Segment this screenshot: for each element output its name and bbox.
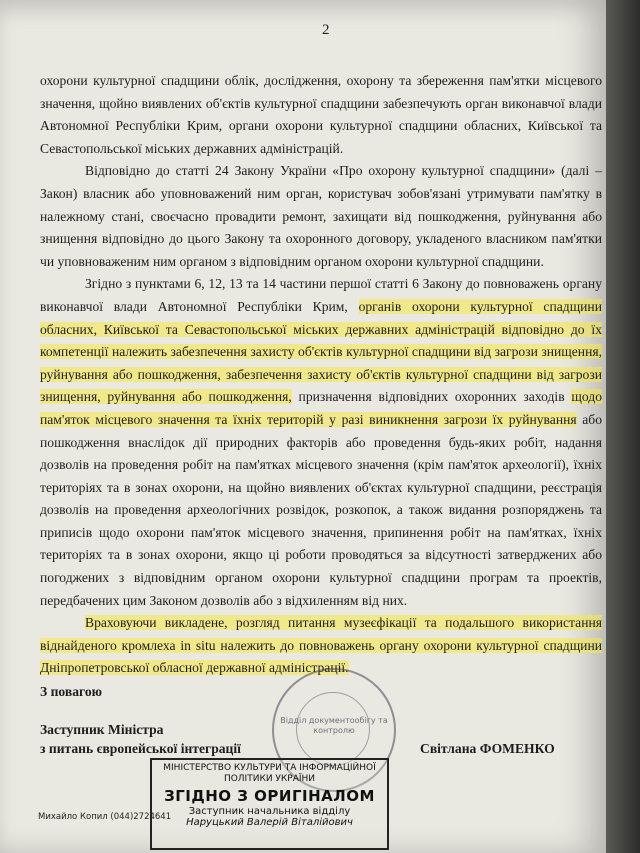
- footer-contact: Михайло Копил (044)2724641: [38, 812, 172, 822]
- stamp-ministry: МІНІСТЕРСТВО КУЛЬТУРИ ТА ІНФОРМАЦІЙНОЇ ПОЛІТИКИ УКРАЇНИ: [163, 763, 376, 784]
- stamp-person: Наруцький Валерій Віталійович: [186, 817, 353, 828]
- highlight-3: Враховуючи викладене, розгляд питання музеєфікації та подальшого використання віднайденого кромлеха in situ належить до повноважень органу охорони культурної спадщини Дніпропетровської обласної державної адміністрації.: [40, 615, 602, 676]
- paragraph-3-part-c: або пошкодження внаслідок дії природних факторів або проведення будь-яких робіт, надання дозволів на проведення робіт на пам'ятках місцевого значення (крім пам'яток археології), їхніх територіях та в зонах охорони, на щойно виявлених об'єктах культурної спадщини, реєстрація дозволів на проведення археологічних розвідок, розкопок, а також видання розпоряджень та приписів щодо охорони пам'яток місцевого значення, припинення робіт на пам'ятках, їхніх територіях та в зонах охорони, якщо ці роботи проводяться за відсутності затверджених або погоджених з відповідним органом охорони культурної спадщини програм та проектів, передбачених цим Законом дозволів або з відхиленням від них.: [40, 411, 602, 608]
- paragraph-3: [40, 273, 602, 612]
- certification-stamp: [150, 758, 389, 850]
- paragraph-1: охорони культурної спадщини облік, дослідження, охорону та збереження пам'ятки місцевого значення, щойно виявлених об'єктів культурної спадщини забезпечують орган виконавчої влади Автономної Республіки Крим, органи охорони культурної спадщини обласних, Київської та Севастопольської міських державних адміністрацій.: [40, 73, 602, 156]
- stamp-heading: ЗГІДНО З ОРИГІНАЛОМ: [164, 787, 375, 805]
- signer-title-1: Заступник Міністра: [40, 722, 164, 737]
- document-body: [40, 70, 602, 680]
- signer-title-2: з питань європейської інтеграції: [40, 741, 241, 756]
- stamp-position: Заступник начальника відділу: [188, 806, 351, 817]
- paragraph-3-part-a: Згідно з пунктами 6, 12, 13 та 14 частини першої статті 6 Закону до повноважень органу виконавчої влади Автономної Республіки Крим,: [40, 276, 602, 314]
- closing: З повагою: [40, 684, 103, 699]
- paragraph-2: Відповідно до статті 24 Закону України «Про охорону культурної спадщини» (далі – Закон) власник або уповноважений ним орган, користувач зобов'язані утримувати пам'ятку в належному стані, своєчасно провадити ремонт, захищати від пошкодження, руйнування або знищення відповідно до цього Закону та охоронного договору, укладеного власником пам'ятки чи уповноваженим ним органом з відповідним органом охорони культурної спадщини.: [40, 163, 602, 269]
- background-edge: [606, 0, 640, 853]
- page-number: 2: [322, 22, 330, 38]
- highlight-1: органів охорони культурної спадщини обласних, Київської та Севастопольської міських державних адміністрацій відповідно до їх компетенції належить забезпечення захисту об'єктів культурної спадщини від загрози знищення, руйнування або пошкодження, забезпечення захисту об'єктів культурної спадщини від загрози знищення, руйнування або пошкодження,: [40, 298, 602, 405]
- signer-name: Світлана ФОМЕНКО: [420, 741, 555, 756]
- highlight-2: щодо пам'яток місцевого значення та їхніх територій у разі виникнення загрози їх руйнування: [40, 389, 602, 427]
- round-seal-text: Відділ документообігу та контролю: [280, 716, 388, 735]
- paragraph-3-part-b: призначення відповідних охоронних заходів: [291, 389, 572, 405]
